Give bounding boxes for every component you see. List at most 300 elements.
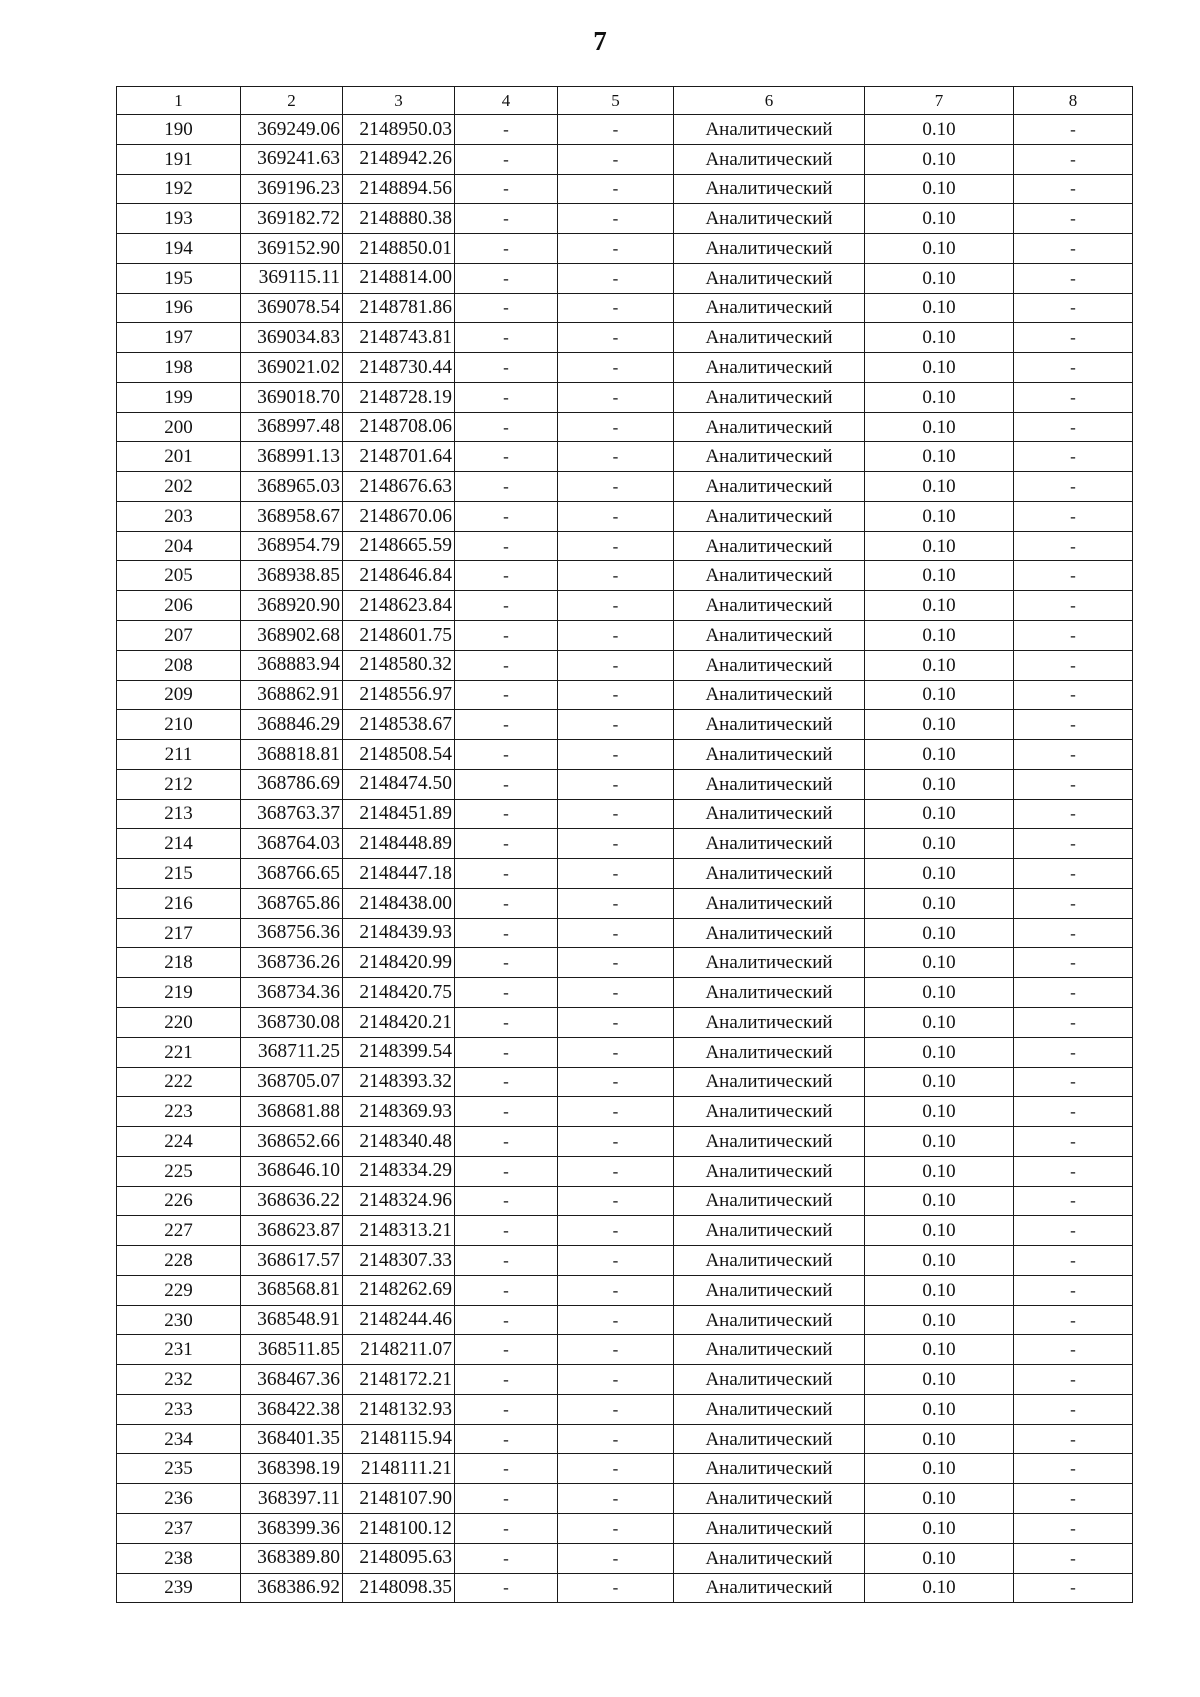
column-header: 4 <box>455 87 558 115</box>
column-8-cell: - <box>1014 353 1133 383</box>
column-8-cell: - <box>1014 293 1133 323</box>
y-coordinate-cell: 2148538.67 <box>343 710 455 740</box>
column-8-cell: - <box>1014 174 1133 204</box>
column-4-cell: - <box>455 263 558 293</box>
column-8-cell: - <box>1014 859 1133 889</box>
column-8-cell: - <box>1014 710 1133 740</box>
column-5-cell: - <box>558 1216 674 1246</box>
method-cell: Аналитический <box>674 1543 865 1573</box>
y-coordinate-cell: 2148508.54 <box>343 740 455 770</box>
table-row <box>117 353 1133 383</box>
method-cell: Аналитический <box>674 115 865 145</box>
table-row <box>117 472 1133 502</box>
x-coordinate-cell: 368681.88 <box>241 1097 343 1127</box>
accuracy-cell: 0.10 <box>865 144 1014 174</box>
column-8-cell: - <box>1014 888 1133 918</box>
column-5-cell: - <box>558 1127 674 1157</box>
point-number-cell: 231 <box>117 1335 241 1365</box>
column-5-cell: - <box>558 144 674 174</box>
y-coordinate-cell: 2148100.12 <box>343 1513 455 1543</box>
method-cell: Аналитический <box>674 293 865 323</box>
x-coordinate-cell: 368786.69 <box>241 769 343 799</box>
x-coordinate-cell: 369115.11 <box>241 263 343 293</box>
table-row <box>117 1484 1133 1514</box>
table-row <box>117 293 1133 323</box>
table-row <box>117 769 1133 799</box>
column-8-cell: - <box>1014 501 1133 531</box>
x-coordinate-cell: 368997.48 <box>241 412 343 442</box>
x-coordinate-cell: 368397.11 <box>241 1484 343 1514</box>
point-number-cell: 229 <box>117 1275 241 1305</box>
accuracy-cell: 0.10 <box>865 740 1014 770</box>
method-cell: Аналитический <box>674 1365 865 1395</box>
method-cell: Аналитический <box>674 740 865 770</box>
table-row <box>117 531 1133 561</box>
column-8-cell: - <box>1014 1275 1133 1305</box>
table-row <box>117 1007 1133 1037</box>
column-4-cell: - <box>455 1424 558 1454</box>
column-8-cell: - <box>1014 740 1133 770</box>
column-5-cell: - <box>558 382 674 412</box>
column-4-cell: - <box>455 621 558 651</box>
column-4-cell: - <box>455 115 558 145</box>
column-5-cell: - <box>558 1513 674 1543</box>
table-row <box>117 948 1133 978</box>
y-coordinate-cell: 2148894.56 <box>343 174 455 204</box>
column-4-cell: - <box>455 918 558 948</box>
point-number-cell: 238 <box>117 1543 241 1573</box>
column-8-cell: - <box>1014 1394 1133 1424</box>
x-coordinate-cell: 368398.19 <box>241 1454 343 1484</box>
point-number-cell: 194 <box>117 234 241 264</box>
x-coordinate-cell: 369249.06 <box>241 115 343 145</box>
column-header: 6 <box>674 87 865 115</box>
table-row <box>117 978 1133 1008</box>
column-8-cell: - <box>1014 1305 1133 1335</box>
column-4-cell: - <box>455 204 558 234</box>
method-cell: Аналитический <box>674 1454 865 1484</box>
point-number-cell: 226 <box>117 1186 241 1216</box>
table-row <box>117 1246 1133 1276</box>
method-cell: Аналитический <box>674 1246 865 1276</box>
x-coordinate-cell: 369034.83 <box>241 323 343 353</box>
y-coordinate-cell: 2148665.59 <box>343 531 455 561</box>
y-coordinate-cell: 2148646.84 <box>343 561 455 591</box>
x-coordinate-cell: 368883.94 <box>241 650 343 680</box>
method-cell: Аналитический <box>674 353 865 383</box>
point-number-cell: 195 <box>117 263 241 293</box>
column-8-cell: - <box>1014 799 1133 829</box>
column-5-cell: - <box>558 561 674 591</box>
accuracy-cell: 0.10 <box>865 382 1014 412</box>
column-header: 1 <box>117 87 241 115</box>
column-8-cell: - <box>1014 1335 1133 1365</box>
method-cell: Аналитический <box>674 829 865 859</box>
column-4-cell: - <box>455 144 558 174</box>
y-coordinate-cell: 2148448.89 <box>343 829 455 859</box>
table-row <box>117 1573 1133 1603</box>
table-row <box>117 1127 1133 1157</box>
column-5-cell: - <box>558 1394 674 1424</box>
accuracy-cell: 0.10 <box>865 1424 1014 1454</box>
column-5-cell: - <box>558 204 674 234</box>
column-8-cell: - <box>1014 412 1133 442</box>
accuracy-cell: 0.10 <box>865 1037 1014 1067</box>
column-5-cell: - <box>558 234 674 264</box>
column-5-cell: - <box>558 859 674 889</box>
column-5-cell: - <box>558 472 674 502</box>
column-8-cell: - <box>1014 1156 1133 1186</box>
column-4-cell: - <box>455 234 558 264</box>
point-number-cell: 200 <box>117 412 241 442</box>
x-coordinate-cell: 368846.29 <box>241 710 343 740</box>
point-number-cell: 218 <box>117 948 241 978</box>
point-number-cell: 207 <box>117 621 241 651</box>
column-4-cell: - <box>455 680 558 710</box>
column-4-cell: - <box>455 888 558 918</box>
point-number-cell: 199 <box>117 382 241 412</box>
column-5-cell: - <box>558 323 674 353</box>
method-cell: Аналитический <box>674 1067 865 1097</box>
point-number-cell: 197 <box>117 323 241 353</box>
x-coordinate-cell: 368389.80 <box>241 1543 343 1573</box>
column-8-cell: - <box>1014 1573 1133 1603</box>
column-5-cell: - <box>558 888 674 918</box>
accuracy-cell: 0.10 <box>865 799 1014 829</box>
column-4-cell: - <box>455 740 558 770</box>
method-cell: Аналитический <box>674 1007 865 1037</box>
point-number-cell: 205 <box>117 561 241 591</box>
column-header: 5 <box>558 87 674 115</box>
y-coordinate-cell: 2148556.97 <box>343 680 455 710</box>
x-coordinate-cell: 368652.66 <box>241 1127 343 1157</box>
method-cell: Аналитический <box>674 948 865 978</box>
table-row <box>117 650 1133 680</box>
point-number-cell: 198 <box>117 353 241 383</box>
method-cell: Аналитический <box>674 591 865 621</box>
y-coordinate-cell: 2148670.06 <box>343 501 455 531</box>
column-5-cell: - <box>558 442 674 472</box>
x-coordinate-cell: 369152.90 <box>241 234 343 264</box>
point-number-cell: 203 <box>117 501 241 531</box>
column-5-cell: - <box>558 1573 674 1603</box>
point-number-cell: 227 <box>117 1216 241 1246</box>
accuracy-cell: 0.10 <box>865 442 1014 472</box>
method-cell: Аналитический <box>674 1573 865 1603</box>
column-header: 3 <box>343 87 455 115</box>
point-number-cell: 233 <box>117 1394 241 1424</box>
table-row <box>117 1275 1133 1305</box>
point-number-cell: 239 <box>117 1573 241 1603</box>
column-4-cell: - <box>455 1007 558 1037</box>
column-8-cell: - <box>1014 531 1133 561</box>
x-coordinate-cell: 368991.13 <box>241 442 343 472</box>
column-4-cell: - <box>455 1216 558 1246</box>
column-4-cell: - <box>455 799 558 829</box>
accuracy-cell: 0.10 <box>865 1007 1014 1037</box>
table-row <box>117 204 1133 234</box>
y-coordinate-cell: 2148438.00 <box>343 888 455 918</box>
column-4-cell: - <box>455 1513 558 1543</box>
y-coordinate-cell: 2148474.50 <box>343 769 455 799</box>
method-cell: Аналитический <box>674 799 865 829</box>
x-coordinate-cell: 368763.37 <box>241 799 343 829</box>
accuracy-cell: 0.10 <box>865 204 1014 234</box>
column-5-cell: - <box>558 650 674 680</box>
method-cell: Аналитический <box>674 144 865 174</box>
column-4-cell: - <box>455 1037 558 1067</box>
table-header-row <box>117 87 1133 115</box>
accuracy-cell: 0.10 <box>865 1156 1014 1186</box>
point-number-cell: 196 <box>117 293 241 323</box>
column-4-cell: - <box>455 1454 558 1484</box>
column-5-cell: - <box>558 293 674 323</box>
column-8-cell: - <box>1014 263 1133 293</box>
column-header: 2 <box>241 87 343 115</box>
accuracy-cell: 0.10 <box>865 561 1014 591</box>
table-body <box>117 115 1133 1603</box>
column-8-cell: - <box>1014 561 1133 591</box>
column-4-cell: - <box>455 174 558 204</box>
column-5-cell: - <box>558 591 674 621</box>
x-coordinate-cell: 368765.86 <box>241 888 343 918</box>
y-coordinate-cell: 2148420.21 <box>343 1007 455 1037</box>
column-8-cell: - <box>1014 1216 1133 1246</box>
point-number-cell: 204 <box>117 531 241 561</box>
point-number-cell: 206 <box>117 591 241 621</box>
point-number-cell: 223 <box>117 1097 241 1127</box>
table-row <box>117 234 1133 264</box>
y-coordinate-cell: 2148098.35 <box>343 1573 455 1603</box>
accuracy-cell: 0.10 <box>865 293 1014 323</box>
y-coordinate-cell: 2148172.21 <box>343 1365 455 1395</box>
method-cell: Аналитический <box>674 1484 865 1514</box>
accuracy-cell: 0.10 <box>865 1454 1014 1484</box>
column-5-cell: - <box>558 1186 674 1216</box>
accuracy-cell: 0.10 <box>865 1335 1014 1365</box>
method-cell: Аналитический <box>674 501 865 531</box>
column-4-cell: - <box>455 1394 558 1424</box>
column-4-cell: - <box>455 1186 558 1216</box>
column-8-cell: - <box>1014 1246 1133 1276</box>
method-cell: Аналитический <box>674 680 865 710</box>
column-5-cell: - <box>558 1484 674 1514</box>
accuracy-cell: 0.10 <box>865 323 1014 353</box>
accuracy-cell: 0.10 <box>865 1513 1014 1543</box>
table-row <box>117 1454 1133 1484</box>
accuracy-cell: 0.10 <box>865 1097 1014 1127</box>
x-coordinate-cell: 368736.26 <box>241 948 343 978</box>
table-row <box>117 1186 1133 1216</box>
x-coordinate-cell: 368511.85 <box>241 1335 343 1365</box>
column-8-cell: - <box>1014 769 1133 799</box>
table-row <box>117 1156 1133 1186</box>
x-coordinate-cell: 368646.10 <box>241 1156 343 1186</box>
point-number-cell: 221 <box>117 1037 241 1067</box>
x-coordinate-cell: 369241.63 <box>241 144 343 174</box>
column-5-cell: - <box>558 353 674 383</box>
table-row <box>117 323 1133 353</box>
column-8-cell: - <box>1014 1007 1133 1037</box>
y-coordinate-cell: 2148439.93 <box>343 918 455 948</box>
table-row <box>117 144 1133 174</box>
table-row <box>117 859 1133 889</box>
accuracy-cell: 0.10 <box>865 621 1014 651</box>
x-coordinate-cell: 368958.67 <box>241 501 343 531</box>
accuracy-cell: 0.10 <box>865 918 1014 948</box>
method-cell: Аналитический <box>674 859 865 889</box>
accuracy-cell: 0.10 <box>865 174 1014 204</box>
table-row <box>117 1097 1133 1127</box>
accuracy-cell: 0.10 <box>865 263 1014 293</box>
column-4-cell: - <box>455 561 558 591</box>
point-number-cell: 202 <box>117 472 241 502</box>
accuracy-cell: 0.10 <box>865 234 1014 264</box>
y-coordinate-cell: 2148111.21 <box>343 1454 455 1484</box>
accuracy-cell: 0.10 <box>865 769 1014 799</box>
column-5-cell: - <box>558 531 674 561</box>
table-row <box>117 591 1133 621</box>
x-coordinate-cell: 368734.36 <box>241 978 343 1008</box>
y-coordinate-cell: 2148393.32 <box>343 1067 455 1097</box>
method-cell: Аналитический <box>674 1424 865 1454</box>
method-cell: Аналитический <box>674 621 865 651</box>
column-5-cell: - <box>558 1067 674 1097</box>
table-row <box>117 918 1133 948</box>
method-cell: Аналитический <box>674 1335 865 1365</box>
method-cell: Аналитический <box>674 1097 865 1127</box>
point-number-cell: 212 <box>117 769 241 799</box>
accuracy-cell: 0.10 <box>865 501 1014 531</box>
table-row <box>117 740 1133 770</box>
column-4-cell: - <box>455 1365 558 1395</box>
table-row <box>117 263 1133 293</box>
y-coordinate-cell: 2148211.07 <box>343 1335 455 1365</box>
column-4-cell: - <box>455 1543 558 1573</box>
table-row <box>117 1365 1133 1395</box>
method-cell: Аналитический <box>674 1037 865 1067</box>
column-4-cell: - <box>455 710 558 740</box>
x-coordinate-cell: 368711.25 <box>241 1037 343 1067</box>
point-number-cell: 230 <box>117 1305 241 1335</box>
column-4-cell: - <box>455 1484 558 1514</box>
y-coordinate-cell: 2148262.69 <box>343 1275 455 1305</box>
method-cell: Аналитический <box>674 978 865 1008</box>
column-5-cell: - <box>558 115 674 145</box>
x-coordinate-cell: 368818.81 <box>241 740 343 770</box>
method-cell: Аналитический <box>674 888 865 918</box>
method-cell: Аналитический <box>674 710 865 740</box>
accuracy-cell: 0.10 <box>865 680 1014 710</box>
column-8-cell: - <box>1014 650 1133 680</box>
table-row <box>117 442 1133 472</box>
accuracy-cell: 0.10 <box>865 591 1014 621</box>
y-coordinate-cell: 2148601.75 <box>343 621 455 651</box>
column-8-cell: - <box>1014 829 1133 859</box>
table-row <box>117 382 1133 412</box>
column-5-cell: - <box>558 1007 674 1037</box>
method-cell: Аналитический <box>674 650 865 680</box>
column-8-cell: - <box>1014 1454 1133 1484</box>
x-coordinate-cell: 368764.03 <box>241 829 343 859</box>
accuracy-cell: 0.10 <box>865 859 1014 889</box>
x-coordinate-cell: 368386.92 <box>241 1573 343 1603</box>
y-coordinate-cell: 2148451.89 <box>343 799 455 829</box>
y-coordinate-cell: 2148781.86 <box>343 293 455 323</box>
y-coordinate-cell: 2148950.03 <box>343 115 455 145</box>
point-number-cell: 214 <box>117 829 241 859</box>
column-4-cell: - <box>455 1275 558 1305</box>
y-coordinate-cell: 2148340.48 <box>343 1127 455 1157</box>
column-5-cell: - <box>558 1543 674 1573</box>
point-number-cell: 222 <box>117 1067 241 1097</box>
table-row <box>117 115 1133 145</box>
method-cell: Аналитический <box>674 263 865 293</box>
accuracy-cell: 0.10 <box>865 1246 1014 1276</box>
x-coordinate-cell: 369196.23 <box>241 174 343 204</box>
column-8-cell: - <box>1014 1424 1133 1454</box>
column-4-cell: - <box>455 1305 558 1335</box>
column-8-cell: - <box>1014 1097 1133 1127</box>
y-coordinate-cell: 2148369.93 <box>343 1097 455 1127</box>
column-4-cell: - <box>455 353 558 383</box>
method-cell: Аналитический <box>674 561 865 591</box>
method-cell: Аналитический <box>674 174 865 204</box>
column-8-cell: - <box>1014 1037 1133 1067</box>
method-cell: Аналитический <box>674 1275 865 1305</box>
column-4-cell: - <box>455 591 558 621</box>
column-4-cell: - <box>455 769 558 799</box>
accuracy-cell: 0.10 <box>865 1484 1014 1514</box>
accuracy-cell: 0.10 <box>865 1394 1014 1424</box>
column-4-cell: - <box>455 472 558 502</box>
method-cell: Аналитический <box>674 918 865 948</box>
point-number-cell: 228 <box>117 1246 241 1276</box>
table-row <box>117 1037 1133 1067</box>
column-4-cell: - <box>455 978 558 1008</box>
method-cell: Аналитический <box>674 1305 865 1335</box>
column-5-cell: - <box>558 1335 674 1365</box>
x-coordinate-cell: 368467.36 <box>241 1365 343 1395</box>
column-4-cell: - <box>455 1335 558 1365</box>
column-5-cell: - <box>558 710 674 740</box>
point-number-cell: 213 <box>117 799 241 829</box>
column-4-cell: - <box>455 1573 558 1603</box>
y-coordinate-cell: 2148701.64 <box>343 442 455 472</box>
column-8-cell: - <box>1014 1365 1133 1395</box>
column-8-cell: - <box>1014 1186 1133 1216</box>
accuracy-cell: 0.10 <box>865 948 1014 978</box>
y-coordinate-cell: 2148447.18 <box>343 859 455 889</box>
accuracy-cell: 0.10 <box>865 115 1014 145</box>
point-number-cell: 224 <box>117 1127 241 1157</box>
x-coordinate-cell: 368548.91 <box>241 1305 343 1335</box>
column-8-cell: - <box>1014 323 1133 353</box>
column-8-cell: - <box>1014 442 1133 472</box>
accuracy-cell: 0.10 <box>865 1216 1014 1246</box>
column-5-cell: - <box>558 1424 674 1454</box>
y-coordinate-cell: 2148244.46 <box>343 1305 455 1335</box>
column-5-cell: - <box>558 1275 674 1305</box>
accuracy-cell: 0.10 <box>865 1275 1014 1305</box>
method-cell: Аналитический <box>674 1127 865 1157</box>
x-coordinate-cell: 368617.57 <box>241 1246 343 1276</box>
column-8-cell: - <box>1014 978 1133 1008</box>
accuracy-cell: 0.10 <box>865 472 1014 502</box>
point-number-cell: 193 <box>117 204 241 234</box>
point-number-cell: 211 <box>117 740 241 770</box>
column-8-cell: - <box>1014 1484 1133 1514</box>
